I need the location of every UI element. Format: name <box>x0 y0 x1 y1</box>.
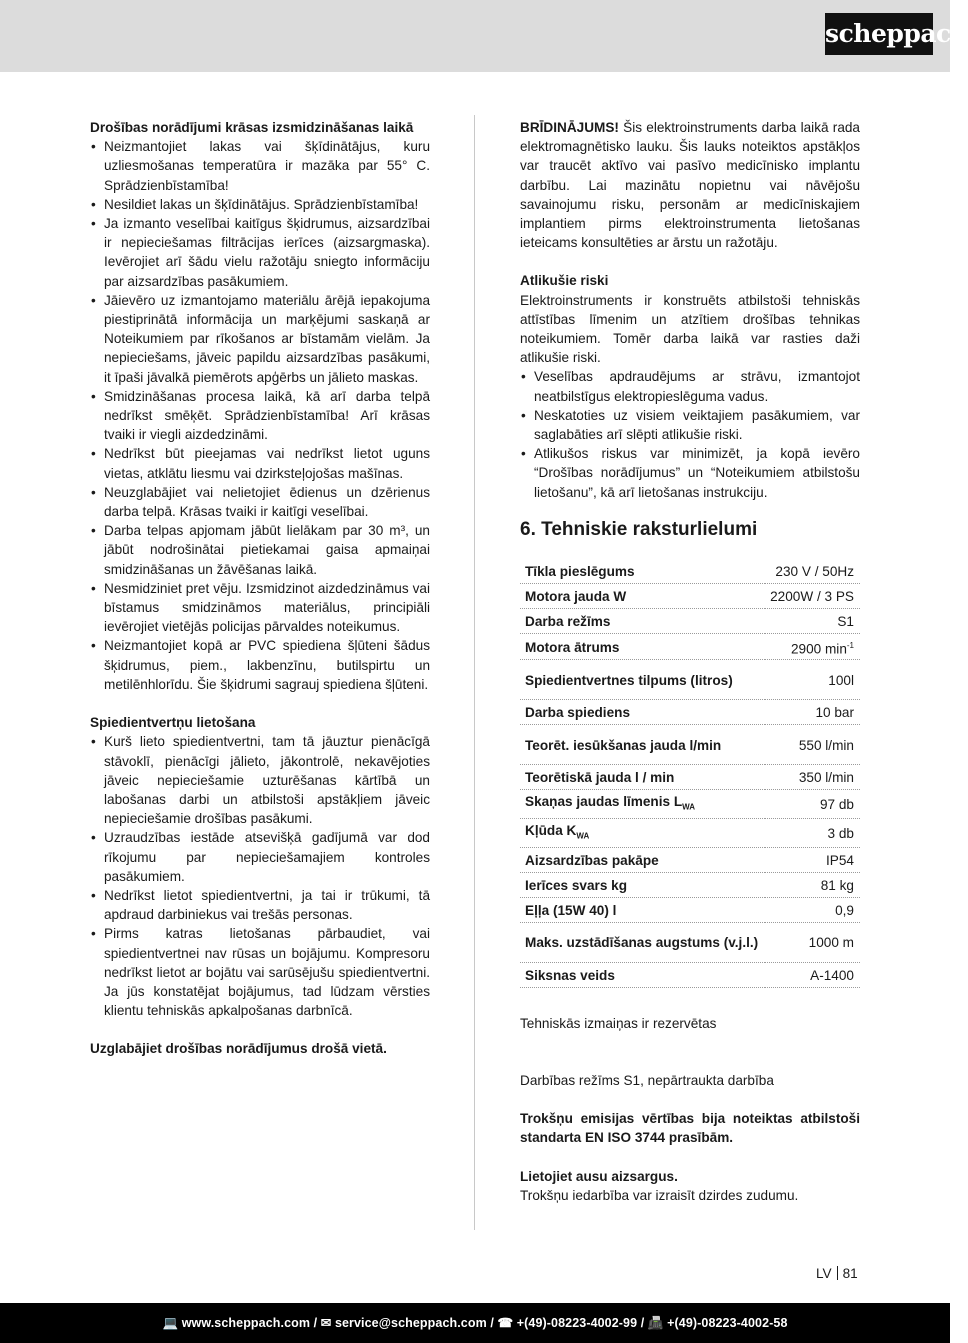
table-row <box>520 608 860 633</box>
page-number-separator <box>837 1266 838 1280</box>
spec-value: 10 bar <box>765 700 860 725</box>
list-item: • Kurš lieto spiedientvertni, tam tā jāuztur pienācīgā stāvoklī, pienācīgi jālieto, jākontrolē, nekavējoties jāveic nepieciešamie uzturēšanas kārtībā un labošanas darbi un atbilstoši apstākļiem jāveic nepieciešamie drošības pasākumi. <box>90 732 430 828</box>
spec-value: 2900 $\min^{-1}$ <box>765 633 860 660</box>
spec-label: Teorēt. iesūkšanas jauda l/min <box>520 725 765 765</box>
list-item: • Veselības apdraudējums ar strāvu, izmantojot neatbilstīgus elektropieslēguma vadus. <box>520 367 860 405</box>
spec-label: Aizsardzības pakāpe <box>520 847 765 872</box>
paint-safety-list <box>90 137 430 694</box>
spec-value: IP54 <box>765 847 860 872</box>
list-item: • Jāievēro uz izmantojamo materiālu ārējā iepakojuma piestiprinātā informācija un marķējumi saskaņā ar Noteikumiem par rīkošanos ar bīstamām vielām. Ja nepieciešams, jāveic papildu aizsardzības pasākumi, it īpaši jāvalkā piemērots apģērbs un jālieto maskas. <box>90 291 430 387</box>
spec-value: 350 l/min <box>765 765 860 790</box>
pressure-vessel-list <box>90 732 430 1020</box>
spec-label: Darba režīms <box>520 608 765 633</box>
spec-value: 550 l/min <box>765 725 860 765</box>
table-row <box>520 847 860 872</box>
noise-emission-note: Trokšņu emisijas vērtības bija noteiktas atbilstoši standarta EN ISO 3744 prasībām. <box>520 1111 860 1146</box>
warning-text: Šis elektroinstruments darba laikā rada elektromagnētisko lauku. Šis lauks noteiktos apstākļos var traucēt aktīvo vai pasīvo medicīnisko implantu darbību. Lai mazinātu nopietnu vai nāvējošu savainojumu risku, personām ar medicīniskajiem implantiem pirms elektroinstrumenta lietošanas ieteicams konsultēties ar ārstu un ražotāju. <box>520 120 860 251</box>
list-item: • Nesmidziniet pret vēju. Izsmidzinot aizdedzināmus vai bīstamus smidzināmos materiālus, principiāli ievērojiet vietējās policijas pārvaldes noteikumus. <box>90 579 430 637</box>
table-row <box>520 962 860 987</box>
spec-value: 97 db <box>765 790 860 819</box>
spec-label: Spiedientvertnes tilpums (litros) <box>520 660 765 700</box>
emf-warning <box>520 118 860 252</box>
spec-label: Ierīces svars kg <box>520 872 765 897</box>
spec-label: Skaņas jaudas līmenis $L_{WA}$ <box>520 790 765 819</box>
brand-logo: scheppach <box>825 13 933 55</box>
spec-value: 230 V / 50Hz <box>765 559 860 584</box>
table-row <box>520 922 860 962</box>
table-row <box>520 790 860 819</box>
spec-label: Teorētiskā jauda l / min <box>520 765 765 790</box>
table-row <box>520 559 860 584</box>
list-item: • Neizmantojiet lakas vai šķīdinātājus, kuru uzliesmošanas temperatūra ir mazāka par 55° C. Sprādzienbīstamība! <box>90 137 430 195</box>
table-row <box>520 819 860 848</box>
spec-value: 100l <box>765 660 860 700</box>
list-item: • Atlikušos riskus var minimizēt, ja kopā ievēro “Drošības norādījumus” un “Noteikumiem atbilstošu lietošanu”, kā arī lietošanas instrukciju. <box>520 444 860 502</box>
table-row <box>520 725 860 765</box>
spec-label: Kļūda $K_{WA}$ <box>520 819 765 848</box>
spec-label: Siksnas veids <box>520 962 765 987</box>
table-row <box>520 583 860 608</box>
footer-contact-bar: 💻 www.scheppach.com / ✉ service@scheppach.com / ☎ +(49)-08223-4002-99 / 📠 +(49)-08223-4002-58 <box>0 1303 950 1343</box>
table-row <box>520 660 860 700</box>
spec-label: Darba spiediens <box>520 700 765 725</box>
page-language: LV <box>816 1266 832 1281</box>
list-item: • Pirms katras lietošanas pārbaudiet, vai spiedientvertnei nav rūsas un bojājumu. Kompresoru nedrīkst lietot ar bojātu vai sarūsējušu spiedientvertni. Ja jūs konstatējat bojājumus, tad lūdzam vērsties klientu tehniskās apkalpošanas darbnīcā. <box>90 924 430 1020</box>
ear-protection-text: Trokšņu iedarbība var izraisīt dzirdes zudumu. <box>520 1187 799 1203</box>
list-item: • Neuzglabājiet vai nelietojiet ēdienus un dzērienus darba telpā. Krāsas tvaiki ir kaitīgi veselībai. <box>90 483 430 521</box>
warning-label: BRĪDINĀJUMS! <box>520 120 619 135</box>
pressure-vessel-heading: Spiedientvertņu lietošana <box>90 715 256 731</box>
right-column <box>520 118 860 1205</box>
list-item: • Smidzināšanas procesa laikā, kā arī darba telpā nedrīkst smēķēt. Sprādzienbīstamība! Arī krāsas tvaiki ir viegli aizdedzināmi. <box>90 387 430 445</box>
header-bar <box>0 0 950 72</box>
residual-risks-list <box>520 367 860 501</box>
list-item: • Ja izmanto veselībai kaitīgus šķidrumus, aizsardzībai ir nepieciešamas filtrācijas ierīces (aizsargmaska). Ievērojiet arī šādu vielu ražotāju sniegto informāciju par aizsardzības pasākumiem. <box>90 214 430 291</box>
column-divider <box>474 115 475 1230</box>
list-item: • Neizmantojiet kopā ar PVC spiediena šļūteni šādus šķidrumus, piem., lakbenzīnu, butilspirtu un metilēnhlorīdu. Šie šķidrumi sagrauj spiediena šļūteni. <box>90 636 430 694</box>
table-row <box>520 633 860 660</box>
list-item: • Nedrīkst būt pieejamas vai nedrīkst lietot uguns vietas, atklātu liesmu vai dzirksteļojošas mašīnas. <box>90 444 430 482</box>
list-item: • Uzraudzības iestāde atsevišķā gadījumā var dod rīkojumu par nepieciešamajiem kontroles pasākumiem. <box>90 828 430 886</box>
table-row <box>520 765 860 790</box>
spec-value: S1 <box>765 608 860 633</box>
ear-protection-heading: Lietojiet ausu aizsargus. <box>520 1168 678 1184</box>
technical-changes-note: Tehniskās izmaiņas ir rezervētas <box>520 1015 717 1031</box>
paint-safety-heading: Drošības norādījumi krāsas izsmidzināšanas laikā <box>90 120 414 135</box>
residual-risks-intro: Elektroinstruments ir konstruēts atbilstoši tehniskās attīstības līmenim un atzītiem drošības tehnikas noteikumiem. Tomēr darba laikā var rasties daži atlikušie riski. <box>520 292 860 366</box>
spec-label: Motora jauda W <box>520 583 765 608</box>
left-column <box>90 118 430 1059</box>
list-item: • Darba telpas apjomam jābūt lielākam par 30 m³, un jābūt nodrošinātai pietiekamai gaisa apmaiņai smidzināšanas un žāvēšanas laikā. <box>90 521 430 579</box>
list-item: • Nesildiet lakas un šķīdinātājus. Sprādzienbīstamība! <box>90 195 430 214</box>
keep-instructions-note: Uzglabājiet drošības norādījumus drošā vietā. <box>90 1041 387 1057</box>
spec-label: Maks. uzstādīšanas augstums (v.j.l.) <box>520 922 765 962</box>
spec-value: A-1400 <box>765 962 860 987</box>
spec-label: Tīkla pieslēgums <box>520 559 765 584</box>
spec-value: 2200W / 3 PS <box>765 583 860 608</box>
list-item: • Nedrīkst lietot spiedientvertni, ja tai ir trūkumi, tā apdraud darbiniekus vai trešās personas. <box>90 886 430 924</box>
list-item: • Neskatoties uz visiem veiktajiem pasākumiem, var saglabāties arī slēpti atlikušie riski. <box>520 406 860 444</box>
specs-table <box>520 559 860 988</box>
spec-value: 3 db <box>765 819 860 848</box>
page-number <box>816 1266 858 1281</box>
spec-value: 1000 m <box>765 922 860 962</box>
spec-label: Eļļa (15W 40) l <box>520 897 765 922</box>
spec-value: 81 kg <box>765 872 860 897</box>
page-number-value: 81 <box>842 1266 858 1281</box>
table-row <box>520 897 860 922</box>
residual-risks-heading: Atlikušie riski <box>520 273 609 289</box>
spec-label: Motora ātrums <box>520 633 765 660</box>
table-row <box>520 872 860 897</box>
spec-value: 0,9 <box>765 897 860 922</box>
table-row <box>520 700 860 725</box>
operating-mode-note: Darbības režīms S1, nepārtraukta darbība <box>520 1073 774 1089</box>
section-title: 6. Tehniskie raksturlielumi <box>520 518 758 540</box>
